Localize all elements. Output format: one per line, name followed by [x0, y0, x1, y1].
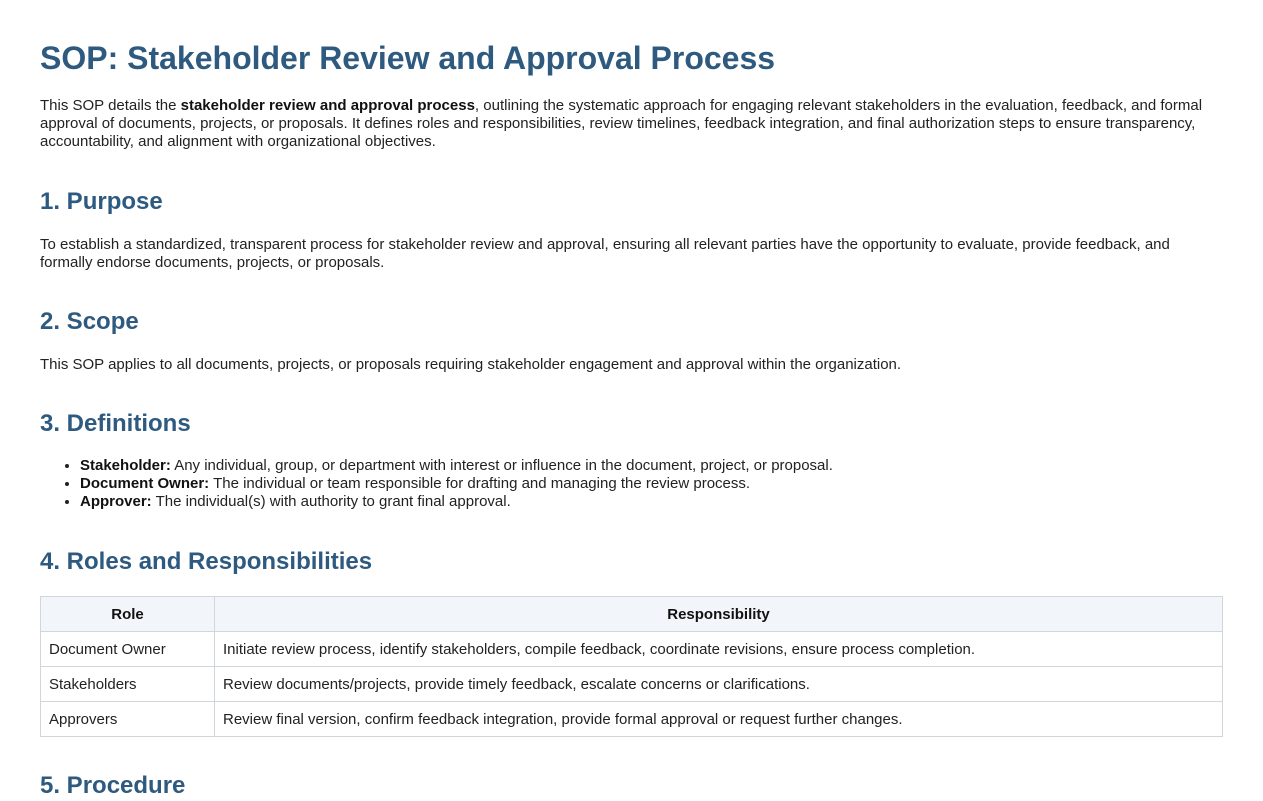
role-cell: Stakeholders [41, 667, 215, 702]
role-cell: Approvers [41, 702, 215, 737]
responsibility-cell: Review documents/projects, provide timely feedback, escalate concerns or clarifications. [215, 667, 1223, 702]
intro-rest: , outlining the systematic approach for engaging relevant stakeholders in the evaluation, feedback, and formal approval of documents, projects, or proposals. It defines roles and responsibilities, review timelines, feedback integration, and final authorization steps to ensure transparency, accountability, and alignment with organizational objectives. [40, 97, 1203, 150]
definition-item [80, 493, 833, 511]
scope-heading: 2. Scope [40, 308, 139, 335]
table-row [41, 632, 1223, 667]
scope-text: This SOP applies to all documents, projects, or proposals requiring stakeholder engagement and approval within the organization. [40, 356, 902, 373]
intro-bold: stakeholder review and approval process [180, 97, 475, 114]
responsibility-cell: Review final version, confirm feedback integration, provide formal approval or request further changes. [215, 702, 1223, 737]
definitions-heading: 3. Definitions [40, 410, 191, 437]
purpose-heading: 1. Purpose [40, 188, 163, 215]
intro-paragraph [40, 97, 1215, 151]
definitions-list [40, 457, 833, 511]
table-header-row [41, 597, 1223, 632]
page-title: SOP: Stakeholder Review and Approval Process [40, 40, 776, 76]
table-row [41, 667, 1223, 702]
definition-term: Document Owner: [80, 475, 210, 492]
column-header-responsibility: Responsibility [215, 597, 1223, 632]
definition-desc: The individual(s) with authority to grant final approval. [151, 493, 511, 510]
procedure-heading: 5. Procedure [40, 772, 186, 799]
roles-table [40, 596, 1223, 737]
column-header-role: Role [41, 597, 215, 632]
table-row [41, 702, 1223, 737]
definition-item [80, 475, 833, 493]
purpose-text: To establish a standardized, transparent process for stakeholder review and approval, ensuring all relevant parties have the opportunity to evaluate, provide feedback, and formally endorse documents, projects, or proposals. [40, 236, 1170, 271]
definition-desc: Any individual, group, or department with interest or influence in the document, project, or proposal. [170, 457, 833, 474]
intro-lead: This SOP details the [40, 97, 181, 114]
definition-desc: The individual or team responsible for drafting and managing the review process. [209, 475, 751, 492]
role-cell: Document Owner [41, 632, 215, 667]
definition-term: Stakeholder: [80, 457, 171, 474]
roles-heading: 4. Roles and Responsibilities [40, 548, 373, 575]
definition-item [80, 457, 833, 475]
definition-term: Approver: [80, 493, 152, 510]
responsibility-cell: Initiate review process, identify stakeholders, compile feedback, coordinate revisions, ensure process completion. [215, 632, 1223, 667]
